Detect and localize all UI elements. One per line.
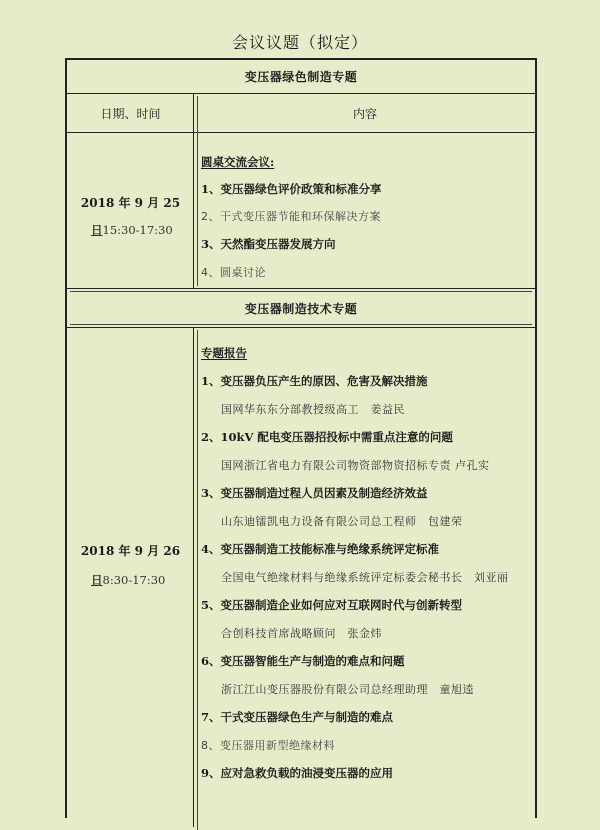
report-title: 5、变压器制造企业如何应对互联网时代与创新转型 xyxy=(201,598,462,612)
report-speaker: 全国电气绝缘材料与绝缘系统评定标委会秘书长 刘亚丽 xyxy=(221,571,509,584)
date-cell-sep-26 xyxy=(67,328,194,818)
time-range: 8:30-17:30 xyxy=(102,573,166,587)
agenda-item: 4、圆桌讨论 xyxy=(201,266,266,279)
column-divider xyxy=(193,93,194,288)
report-title: 7、干式变压器绿色生产与制造的难点 xyxy=(201,710,393,724)
report-speaker: 山东迪镭凯电力设备有限公司总工程师 包建荣 xyxy=(221,515,463,528)
column-divider xyxy=(197,96,198,286)
divider xyxy=(67,288,535,289)
agenda-item: 1、变压器绿色评价政策和标准分享 xyxy=(201,182,382,196)
time-range: 15:30-17:30 xyxy=(102,223,173,237)
time-label xyxy=(91,572,165,588)
reports-label: 专题报告 xyxy=(201,346,247,360)
report-title: 4、变压器制造工技能标准与绝缘系统评定标准 xyxy=(201,542,439,556)
time-prefix: 日 xyxy=(91,573,103,587)
report-speaker: 国网浙江省电力有限公司物资部物资招标专责 卢孔实 xyxy=(221,459,490,472)
divider xyxy=(70,324,532,325)
report-title: 3、变压器制造过程人员因素及制造经济效益 xyxy=(201,486,428,500)
section-heading-green-manufacturing: 变压器绿色制造专题 xyxy=(244,70,358,84)
agenda-item: 3、天然酯变压器发展方向 xyxy=(201,237,336,251)
report-title: 2、10kV 配电变压器招投标中需重点注意的问题 xyxy=(201,430,453,444)
agenda-item: 2、干式变压器节能和环保解决方案 xyxy=(201,210,381,223)
section-heading-manufacturing-tech: 变压器制造技术专题 xyxy=(244,301,358,316)
time-label xyxy=(91,222,173,238)
report-speaker: 合创科技首席战略顾问 张金炜 xyxy=(221,627,382,640)
page-title: 会议议题（拟定） xyxy=(231,33,368,52)
report-title: 6、变压器智能生产与制造的难点和问题 xyxy=(201,654,405,668)
column-divider xyxy=(197,330,198,830)
date-cell-sep-25 xyxy=(67,132,194,288)
date-label: 2018 年 9 月 26 xyxy=(80,544,181,558)
column-divider xyxy=(193,327,194,827)
agenda-table xyxy=(65,58,537,818)
time-prefix: 日 xyxy=(91,223,103,237)
report-title: 9、应对急救负载的油浸变压器的应用 xyxy=(201,766,393,780)
report-speaker: 浙江江山变压器股份有限公司总经理助理 童旭逵 xyxy=(221,683,474,696)
column-header-date: 日期、时间 xyxy=(100,106,161,121)
report-title: 8、变压器用新型绝缘材料 xyxy=(201,739,335,752)
report-title: 1、变压器负压产生的原因、危害及解决措施 xyxy=(201,374,428,388)
date-label: 2018 年 9 月 25 xyxy=(80,196,181,210)
report-speaker: 国网华东东分部教授级高工 姜益民 xyxy=(221,403,405,416)
column-header-content: 内容 xyxy=(352,106,377,121)
roundtable-label: 圆桌交流会议: xyxy=(201,155,275,169)
